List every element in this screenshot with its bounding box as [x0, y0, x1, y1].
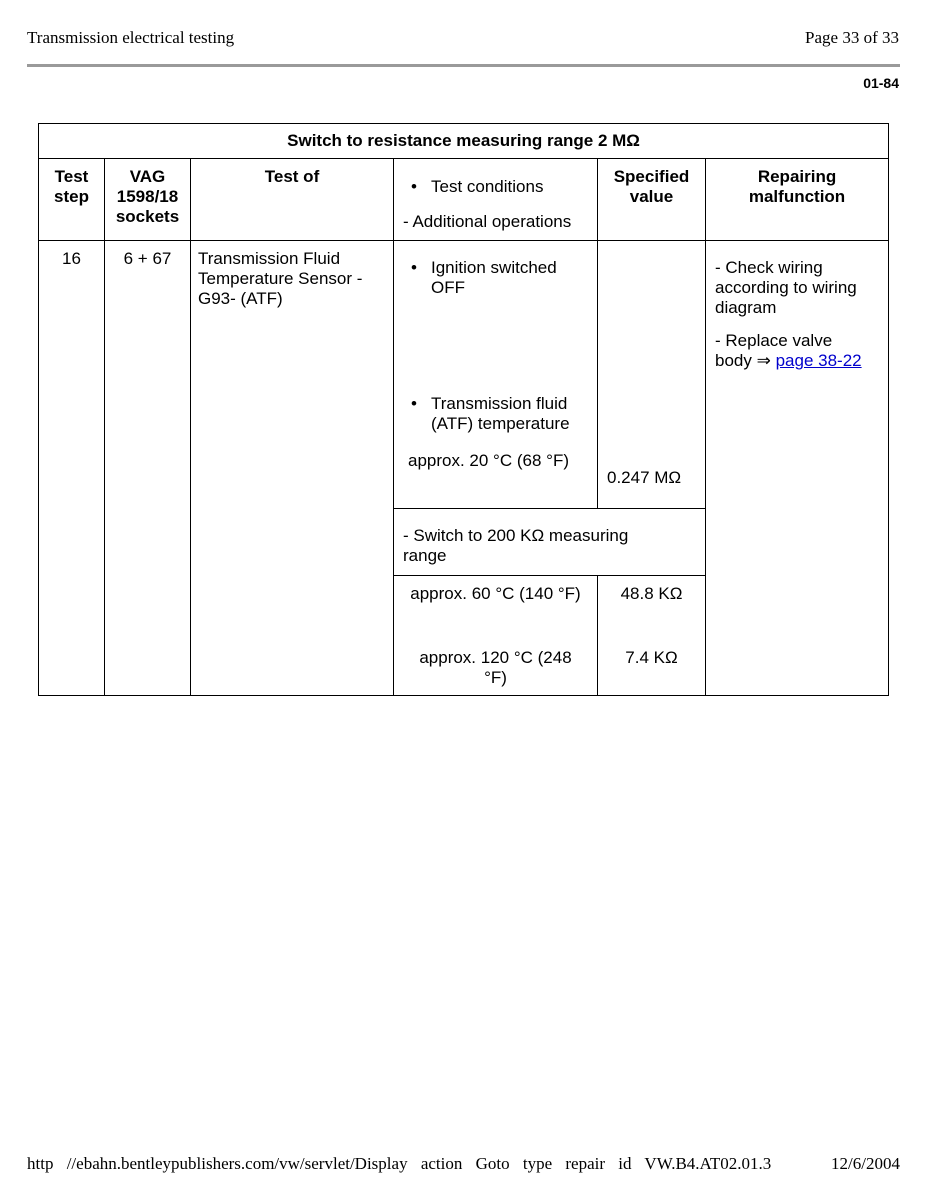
- cell-switch-200: - Switch to 200 KΩ measuring range: [394, 509, 706, 576]
- cell-test-step: 16: [39, 241, 105, 696]
- cell-test-of: Transmission Fluid Temperature Sensor - G93- (ATF): [191, 241, 394, 696]
- header-test-conditions: • Test conditions - Additional operations: [394, 159, 598, 241]
- header-test-step: Test step: [39, 159, 105, 241]
- header-specified-value: Specified value: [598, 159, 706, 241]
- header-vag-sockets: VAG 1598/18 sockets: [105, 159, 191, 241]
- table-caption: Switch to resistance measuring range 2 MΩ: [39, 124, 889, 159]
- footer-url: http //ebahn.bentleypublishers.com/vw/servlet/Display action Goto type repair id VW.B4.AT02.01.3: [27, 1154, 772, 1173]
- cell-sockets: 6 + 67: [105, 241, 191, 696]
- bullet-icon: •: [411, 394, 417, 413]
- header-test-of: Test of: [191, 159, 394, 241]
- document-title: Transmission electrical testing: [27, 28, 235, 47]
- temp-20-label: approx. 20 °C (68 °F): [408, 451, 569, 470]
- header-repairing-malfunction: Repairing malfunction: [706, 159, 889, 241]
- section-code: 01-84: [863, 75, 899, 91]
- cell-values-low: 48.8 KΩ 7.4 KΩ: [598, 576, 706, 696]
- page-link[interactable]: page 38-22: [775, 351, 862, 370]
- footer-date: 12/6/2004: [831, 1154, 900, 1173]
- page-number: Page 33 of 33: [805, 28, 899, 47]
- bullet-icon: •: [411, 177, 417, 196]
- test-table: [38, 123, 889, 696]
- header-divider: [27, 64, 900, 67]
- cell-conditions-main: • Ignition switched OFF • Transmission fluid (ATF) temperature approx. 20 °C (68 °F): [394, 241, 598, 509]
- cell-value-20: 0.247 MΩ: [598, 241, 706, 509]
- bullet-icon: •: [411, 258, 417, 277]
- cell-temps-low: approx. 60 °C (140 °F) approx. 120 °C (248 °F): [394, 576, 598, 696]
- cell-repairing: - Check wiring according to wiring diagram - Replace valve body ⇒ page 38-22: [706, 241, 889, 696]
